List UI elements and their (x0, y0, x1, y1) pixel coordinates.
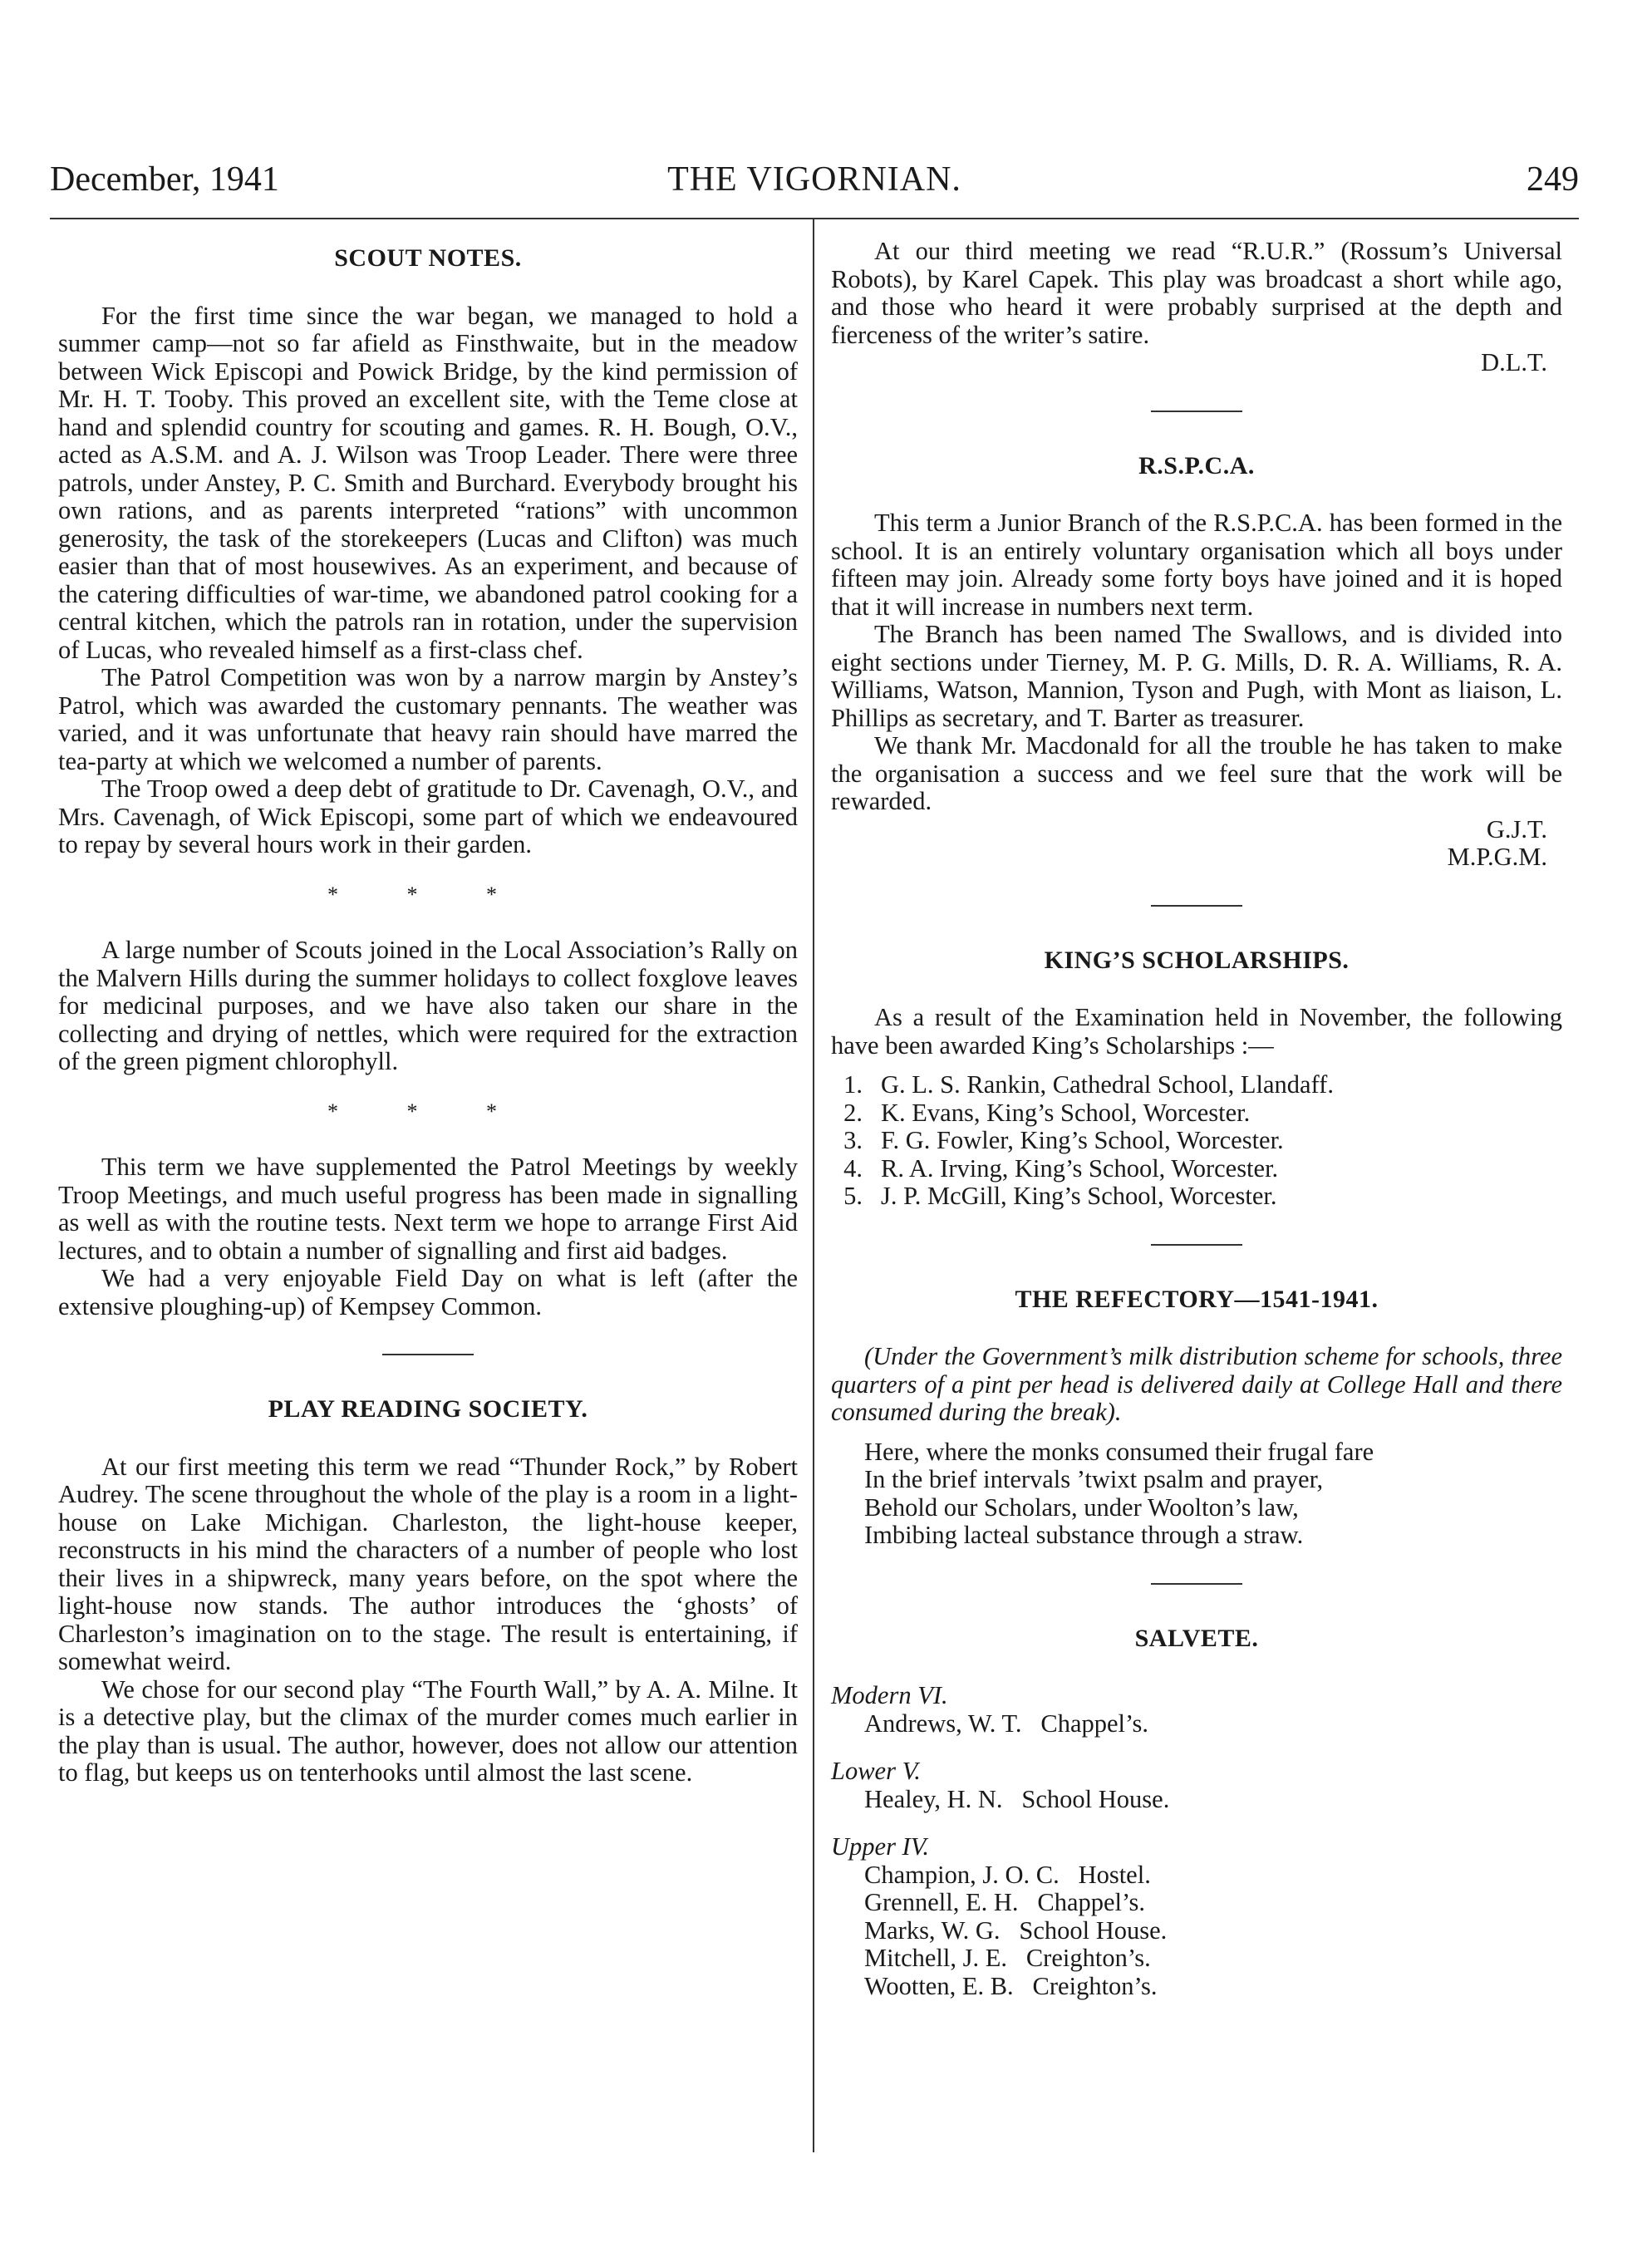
form-label: Lower V. (831, 1757, 921, 1785)
salvete-entry: Andrews, W. T. Chappel’s. (864, 1709, 1148, 1738)
list-item (831, 1127, 1562, 1155)
header-rule (50, 218, 1579, 219)
play-paragraph-2: We chose for our second play “The Fourth Wall,” by A. A. Milne. It is a detective play, but the climax of the murder comes much earlier in the play than is usual. The author, however, does not allow our attention to flag, but keeps us on tenterhooks until almost the last scene. (58, 1674, 798, 1787)
scholarship-list (831, 1071, 1562, 1211)
running-header (50, 160, 1579, 203)
play-reading-heading: PLAY READING SOCIETY. (268, 1395, 588, 1423)
list-number: 1. (843, 1070, 863, 1099)
list-text: G. L. S. Rankin, Cathedral School, Llandaff. (881, 1070, 1334, 1099)
salvete-entry: Champion, J. O. C. Hostel. (864, 1860, 1151, 1889)
play-paragraph-1: At our first meeting this term we read “Thunder Rock,” by Robert Audrey. The scene throughout the whole of the play is a room in a light-house on Lake Michigan. Charleston, the light-house keeper, reconstructs in his mind the characters of a number of people who lost their lives in a shipwreck, many years before, on the spot where the light-house now stands. The author introduces the ‘ghosts’ of Charleston’s imagination on to the stage. The result is entertaining, if somewhat weird. (58, 1452, 798, 1675)
form-label: Upper IV. (831, 1832, 930, 1861)
section-divider (1151, 905, 1242, 907)
poem-line: Imbibing lacteal substance through a straw. (864, 1521, 1304, 1549)
scout-notes-section (58, 244, 798, 1320)
refectory-section (831, 1286, 1562, 1550)
salvete-entry: Mitchell, J. E. Creighton’s. (864, 1944, 1151, 1972)
section-divider (1151, 411, 1242, 412)
section-stars: * * * (327, 882, 529, 907)
left-column (58, 238, 798, 1787)
scout-paragraph-2: The Patrol Competition was won by a narrow margin by Anstey’s Patrol, which was awarded the customary pennants. The weather was varied, and it was unfortunate that heavy rain should have marred the tea-party at which we welcomed a number of parents. (58, 663, 798, 775)
list-item (831, 1155, 1562, 1183)
salvete-entry: Wootten, E. B. Creighton’s. (864, 1971, 1158, 2000)
scout-paragraph-6: We had a very enjoyable Field Day on what is left (after the extensive ploughing-up) of Kempsey Common. (58, 1264, 798, 1320)
list-text: J. P. McGill, King’s School, Worcester. (881, 1182, 1277, 1210)
rspca-paragraph-1: This term a Junior Branch of the R.S.P.C.A. has been formed in the school. It is an entirely voluntary organisation which all boys under fifteen may join. Already some forty boys have joined and it is hoped that it will increase in numbers next term. (831, 509, 1562, 621)
play-reading-section (58, 1395, 798, 1787)
scout-paragraph-3: The Troop owed a deep debt of gratitude to Dr. Cavenagh, O.V., and Mrs. Cavenagh, of Wick Episcopi, some part of which we endeavoured to repay by several hours work in their garden. (58, 774, 798, 858)
list-item (831, 1071, 1562, 1099)
rspca-heading: R.S.P.C.A. (1138, 451, 1255, 479)
salvete-section (831, 1625, 1562, 2001)
salvete-entry: Marks, W. G. School House. (864, 1915, 1168, 1945)
rspca-signature-1: G.J.T. (1486, 814, 1547, 843)
refectory-poem (831, 1438, 1562, 1550)
scout-paragraph-1: For the first time since the war began, we managed to hold a summer camp—not so far afield as Finsthwaite, but in the meadow between Wick Episcopi and Powick Bridge, by the kind permission of Mr. H. T. Tooby. This proved an excellent site, with the Teme close at hand and splendid country for scouting and games. R. H. Bough, O.V., acted as A.S.M. and A. J. Wilson was Troop Leader. There were three patrols, under Anstey, P. C. Smith and Burchard. Everybody brought his own rations, and as parents interpreted “rations” with uncommon generosity, the task of the storekeepers (Lucas and Clifton) was much easier than that of most housewives. As an experiment, and because of the catering difficulties of war-time, we abandoned patrol cooking for a central kitchen, which the patrols ran in rotation, under the supervision of Lucas, who revealed himself as a first-class chef. (58, 301, 798, 664)
section-divider (1151, 1583, 1242, 1585)
publication-title: THE VIGORNIAN. (667, 160, 961, 199)
rspca-signature-2: M.P.G.M. (1447, 843, 1547, 871)
list-text: K. Evans, King’s School, Worcester. (881, 1098, 1251, 1127)
play-signature: D.L.T. (1481, 348, 1547, 376)
page-number: 249 (1527, 160, 1579, 199)
scout-notes-heading: SCOUT NOTES. (334, 244, 522, 272)
list-text: R. A. Irving, King’s School, Worcester. (881, 1153, 1279, 1183)
refectory-heading: THE REFECTORY—1541-1941. (1015, 1285, 1379, 1313)
scout-paragraph-5: This term we have supplemented the Patrol Meetings by weekly Troop Meetings, and much useful progress has been made in signalling as well as with the routine tests. Next term we hope to arrange First Aid lectures, and to obtain a number of signalling and first aid badges. (58, 1153, 798, 1265)
form-label: Modern VI. (831, 1681, 948, 1709)
section-divider (382, 1354, 474, 1355)
list-number: 4. (843, 1153, 863, 1183)
list-number: 5. (843, 1182, 863, 1210)
play-paragraph-3: At our third meeting we read “R.U.R.” (Rossum’s Universal Robots), by Karel Capek. This play was broadcast a short while ago, and those who heard it were probably surprised at the depth and fierceness of the writer’s satire. (831, 237, 1562, 349)
list-item (831, 1183, 1562, 1211)
list-item (831, 1099, 1562, 1128)
list-number: 2. (843, 1098, 863, 1127)
poem-line: In the brief intervals ’twixt psalm and prayer, (864, 1465, 1324, 1493)
issue-date: December, 1941 (50, 160, 279, 199)
salvete-heading: SALVETE. (1134, 1624, 1259, 1652)
poem-line: Behold our Scholars, under Woolton’s law, (864, 1492, 1299, 1522)
right-column (831, 238, 1562, 2000)
section-stars: * * * (327, 1099, 529, 1124)
rspca-section (831, 452, 1562, 872)
salvete-entry: Grennell, E. H. Chappel’s. (864, 1888, 1145, 1916)
kings-scholarships-heading: KING’S SCHOLARSHIPS. (1044, 946, 1350, 974)
kings-scholarships-section (831, 947, 1562, 1211)
rspca-paragraph-2: The Branch has been named The Swallows, and is divided into eight sections under Tierney, M. P. G. Mills, D. R. A. Williams, R. A. Williams, Watson, Mannion, Tyson and Pugh, with Mont as liaison, L. Phillips as secretary, and T. Barter as treasurer. (831, 620, 1562, 732)
column-divider (813, 219, 814, 2152)
refectory-note: (Under the Government’s milk distribution scheme for schools, three quarters of a pint per head is delivered daily at College Hall and there consumed during the break). (831, 1342, 1562, 1426)
poem-line: Here, where the monks consumed their frugal fare (864, 1437, 1374, 1466)
rspca-paragraph-3: We thank Mr. Macdonald for all the trouble he has taken to make the organisation a success and we feel sure that the work will be rewarded. (831, 731, 1562, 815)
salvete-entry: Healey, H. N. School House. (864, 1784, 1170, 1813)
scout-paragraph-4: A large number of Scouts joined in the Local Association’s Rally on the Malvern Hills during the summer holidays to collect foxglove leaves for medicinal purposes, and we have also taken our share in the collecting and drying of nettles, which were required for the extraction of the green pigment chlorophyll. (58, 936, 798, 1075)
list-text: F. G. Fowler, King’s School, Worcester. (881, 1126, 1284, 1154)
section-divider (1151, 1244, 1242, 1246)
list-number: 3. (843, 1126, 863, 1154)
kings-intro: As a result of the Examination held in November, the following have been awarded King’s Scholarships :— (831, 1003, 1562, 1060)
